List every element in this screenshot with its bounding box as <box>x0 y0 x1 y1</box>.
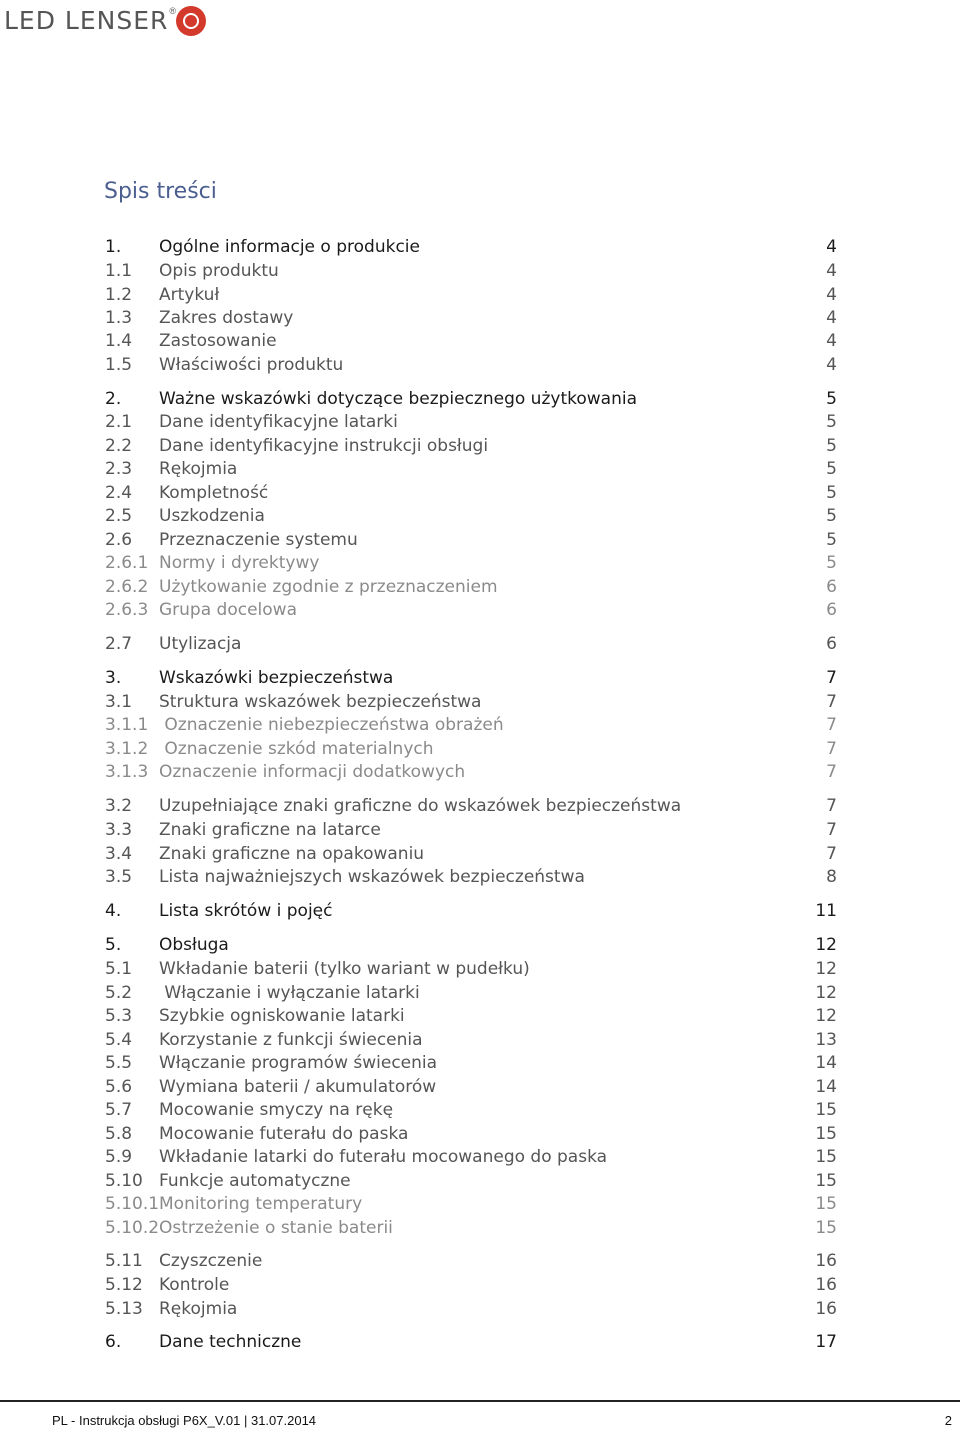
toc-entry[interactable] <box>105 795 837 817</box>
toc-label: Ważne wskazówki dotyczące bezpiecznego użytkowania <box>159 389 637 409</box>
toc-number: 1. <box>105 237 122 257</box>
toc-number: 2.1 <box>105 412 133 432</box>
toc-entry[interactable] <box>105 236 837 258</box>
toc-number: 5.10.1 <box>105 1194 160 1214</box>
toc-entry[interactable] <box>105 388 837 410</box>
toc-label: Zastosowanie <box>159 331 277 351</box>
toc-label: Ogólne informacje o produkcie <box>159 237 420 257</box>
toc-number: 3.2 <box>105 796 133 816</box>
toc-number: 5.5 <box>105 1053 133 1073</box>
toc-entry[interactable] <box>105 1146 837 1168</box>
toc-label: Użytkowanie zgodnie z przeznaczeniem <box>159 577 498 597</box>
toc-entry[interactable] <box>105 505 837 527</box>
toc-entry[interactable] <box>105 330 837 352</box>
toc-number: 5.7 <box>105 1100 133 1120</box>
toc-number: 3.4 <box>105 844 133 864</box>
toc-label: Korzystanie z funkcji świecenia <box>159 1030 423 1050</box>
toc-label: Dane techniczne <box>159 1332 302 1352</box>
toc-number: 2.6 <box>105 530 133 550</box>
toc-page-number: 16 <box>815 1251 837 1271</box>
toc-entry[interactable] <box>105 958 837 980</box>
toc-number: 5.6 <box>105 1077 133 1097</box>
toc-entry[interactable] <box>105 1331 837 1353</box>
toc-number: 5.11 <box>105 1251 143 1271</box>
toc-page-number: 8 <box>826 867 837 887</box>
toc-page-number: 5 <box>826 530 837 550</box>
toc-page-number: 16 <box>815 1275 837 1295</box>
toc-entry[interactable] <box>105 354 837 376</box>
toc-number: 5. <box>105 935 122 955</box>
toc-label: Znaki graficzne na opakowaniu <box>159 844 425 864</box>
toc-page-number: 4 <box>826 237 837 257</box>
toc-page-number: 7 <box>826 762 837 782</box>
toc-label: Wskazówki bezpieczeństwa <box>159 668 394 688</box>
toc-page-number: 5 <box>826 436 837 456</box>
toc-label: Uzupełniające znaki graficzne do wskazówek bezpieczeństwa <box>159 796 682 816</box>
toc-number: 3.3 <box>105 820 133 840</box>
toc-entry[interactable] <box>105 1123 837 1145</box>
toc-entry[interactable] <box>105 982 837 1004</box>
toc-label: Kompletność <box>159 483 269 503</box>
toc-entry[interactable] <box>105 599 837 621</box>
toc-entry[interactable] <box>105 307 837 329</box>
toc-label: Lista skrótów i pojęć <box>159 901 333 921</box>
toc-entry[interactable] <box>105 819 837 841</box>
toc-number: 3.5 <box>105 867 133 887</box>
toc-page-number: 14 <box>815 1077 837 1097</box>
toc-number: 5.9 <box>105 1147 133 1167</box>
toc-entry[interactable] <box>105 260 837 282</box>
toc-number: 2.2 <box>105 436 133 456</box>
toc-number: 5.1 <box>105 959 133 979</box>
toc-number: 5.4 <box>105 1030 133 1050</box>
toc-label: Oznaczenie szkód materialnych <box>159 739 434 759</box>
toc-page-number: 5 <box>826 412 837 432</box>
toc-entry[interactable] <box>105 1298 837 1320</box>
toc-label: Kontrole <box>159 1275 230 1295</box>
toc-page-number: 12 <box>815 935 837 955</box>
toc-page-number: 5 <box>826 553 837 573</box>
toc-page-number: 11 <box>815 901 837 921</box>
toc-entry[interactable] <box>105 667 837 689</box>
toc-page-number: 12 <box>815 983 837 1003</box>
toc-number: 5.13 <box>105 1299 143 1319</box>
toc-page-number: 7 <box>826 692 837 712</box>
toc-entry[interactable] <box>105 1076 837 1098</box>
toc-label: Zakres dostawy <box>159 308 294 328</box>
toc-label: Włączanie programów świecenia <box>159 1053 438 1073</box>
toc-entry[interactable] <box>105 529 837 551</box>
toc-label: Rękojmia <box>159 459 238 479</box>
toc-number: 2.4 <box>105 483 133 503</box>
toc-label: Obsługa <box>159 935 229 955</box>
toc-page-number: 7 <box>826 668 837 688</box>
toc-label: Normy i dyrektywy <box>159 553 320 573</box>
toc-label: Czyszczenie <box>159 1251 263 1271</box>
toc-number: 6. <box>105 1332 122 1352</box>
toc-page-number: 7 <box>826 796 837 816</box>
toc-page-number: 6 <box>826 600 837 620</box>
toc-label: Wymiana baterii / akumulatorów <box>159 1077 437 1097</box>
toc-entry[interactable] <box>105 738 837 760</box>
toc-page-number: 4 <box>826 355 837 375</box>
toc-label: Lista najważniejszych wskazówek bezpieczeństwa <box>159 867 585 887</box>
toc-entry[interactable] <box>105 1250 837 1272</box>
toc-label: Dane identyfikacyjne instrukcji obsługi <box>159 436 489 456</box>
toc-entry[interactable] <box>105 934 837 956</box>
toc-label: Opis produktu <box>159 261 279 281</box>
toc-number: 4. <box>105 901 122 921</box>
toc-page-number: 4 <box>826 331 837 351</box>
toc-page-number: 4 <box>826 308 837 328</box>
toc-label: Grupa docelowa <box>159 600 297 620</box>
toc-page-number: 5 <box>826 459 837 479</box>
toc-label: Wkładanie baterii (tylko wariant w pudełku) <box>159 959 530 979</box>
toc-page-number: 15 <box>815 1147 837 1167</box>
toc-number: 1.4 <box>105 331 133 351</box>
toc-entry[interactable] <box>105 576 837 598</box>
toc-entry[interactable] <box>105 761 837 783</box>
toc-label: Uszkodzenia <box>159 506 265 526</box>
toc-number: 5.12 <box>105 1275 143 1295</box>
toc-page-number: 13 <box>815 1030 837 1050</box>
toc-number: 3.1.3 <box>105 762 149 782</box>
toc-page-number: 5 <box>826 506 837 526</box>
toc-page-number: 15 <box>815 1171 837 1191</box>
toc-entry[interactable] <box>105 552 837 574</box>
toc-entry[interactable] <box>105 435 837 457</box>
toc-page-number: 4 <box>826 261 837 281</box>
toc-page-number: 16 <box>815 1299 837 1319</box>
brand-logo <box>4 4 206 38</box>
toc-entry[interactable] <box>105 411 837 433</box>
toc-entry[interactable] <box>105 1029 837 1051</box>
toc-number: 5.3 <box>105 1006 133 1026</box>
toc-number: 5.8 <box>105 1124 133 1144</box>
toc-label: Właściwości produktu <box>159 355 344 375</box>
toc-page-number: 7 <box>826 739 837 759</box>
toc-page-number: 6 <box>826 577 837 597</box>
toc-entry[interactable] <box>105 1193 837 1215</box>
toc-page-number: 15 <box>815 1194 837 1214</box>
toc-entry[interactable] <box>105 900 837 922</box>
toc-page-number: 5 <box>826 483 837 503</box>
logo-circle-icon <box>176 6 206 36</box>
toc-entry[interactable] <box>105 1217 837 1239</box>
toc-entry[interactable] <box>105 482 837 504</box>
toc-page-number: 7 <box>826 844 837 864</box>
footer-page-number: 2 <box>944 1413 952 1428</box>
logo-text: LED LENSER <box>4 6 169 35</box>
toc-page-number: 17 <box>815 1332 837 1352</box>
toc-label: Funkcje automatyczne <box>159 1171 351 1191</box>
toc-label: Struktura wskazówek bezpieczeństwa <box>159 692 482 712</box>
toc-number: 2.6.1 <box>105 553 149 573</box>
toc-page-number: 12 <box>815 1006 837 1026</box>
toc-page-number: 7 <box>826 820 837 840</box>
toc-entry[interactable] <box>105 284 837 306</box>
toc-label: Mocowanie smyczy na rękę <box>159 1100 394 1120</box>
registered-mark: ® <box>169 6 177 16</box>
toc-label: Monitoring temperatury <box>159 1194 363 1214</box>
toc-number: 1.1 <box>105 261 133 281</box>
toc-number: 3. <box>105 668 122 688</box>
toc-label: Znaki graficzne na latarce <box>159 820 381 840</box>
toc-number: 5.10 <box>105 1171 143 1191</box>
page-title: Spis treści <box>104 179 217 204</box>
toc-number: 2.3 <box>105 459 133 479</box>
toc-entry[interactable] <box>105 1274 837 1296</box>
toc-page-number: 15 <box>815 1100 837 1120</box>
toc-number: 3.1.1 <box>105 715 149 735</box>
toc-number: 2.6.3 <box>105 600 149 620</box>
toc-page-number: 7 <box>826 715 837 735</box>
toc-page-number: 5 <box>826 389 837 409</box>
toc-label: Przeznaczenie systemu <box>159 530 358 550</box>
toc-label: Mocowanie futerału do paska <box>159 1124 409 1144</box>
toc-number: 1.5 <box>105 355 133 375</box>
toc-label: Dane identyfikacyjne latarki <box>159 412 398 432</box>
toc-label: Oznaczenie niebezpieczeństwa obrażeń <box>159 715 504 735</box>
toc-label: Oznaczenie informacji dodatkowych <box>159 762 466 782</box>
toc-page-number: 15 <box>815 1124 837 1144</box>
toc-page-number: 12 <box>815 959 837 979</box>
toc-entry[interactable] <box>105 866 837 888</box>
toc-number: 2.6.2 <box>105 577 149 597</box>
toc-number: 1.2 <box>105 285 133 305</box>
toc-entry[interactable] <box>105 691 837 713</box>
toc-number: 2.7 <box>105 634 133 654</box>
toc-label: Wkładanie latarki do futerału mocowanego do paska <box>159 1147 608 1167</box>
toc-number: 5.10.2 <box>105 1218 160 1238</box>
footer-document-info: PL - Instrukcja obsługi P6X_V.01 | 31.07.2014 <box>52 1413 317 1428</box>
toc-entry[interactable] <box>105 843 837 865</box>
toc-number: 2. <box>105 389 122 409</box>
toc-page-number: 15 <box>815 1218 837 1238</box>
toc-label: Utylizacja <box>159 634 242 654</box>
toc-number: 1.3 <box>105 308 133 328</box>
toc-entry[interactable] <box>105 1005 837 1027</box>
toc-label: Szybkie ogniskowanie latarki <box>159 1006 405 1026</box>
toc-label: Ostrzeżenie o stanie baterii <box>159 1218 393 1238</box>
toc-page-number: 6 <box>826 634 837 654</box>
footer-divider <box>0 1400 960 1402</box>
toc-entry[interactable] <box>105 714 837 736</box>
toc-entry[interactable] <box>105 1170 837 1192</box>
toc-entry[interactable] <box>105 1099 837 1121</box>
toc-page-number: 4 <box>826 285 837 305</box>
toc-page-number: 14 <box>815 1053 837 1073</box>
toc-label: Rękojmia <box>159 1299 238 1319</box>
toc-label: Artykuł <box>159 285 220 305</box>
toc-entry[interactable] <box>105 458 837 480</box>
toc-entry[interactable] <box>105 633 837 655</box>
toc-number: 2.5 <box>105 506 133 526</box>
toc-number: 3.1.2 <box>105 739 149 759</box>
toc-number: 5.2 <box>105 983 133 1003</box>
toc-entry[interactable] <box>105 1052 837 1074</box>
toc-number: 3.1 <box>105 692 133 712</box>
toc-label: Włączanie i wyłączanie latarki <box>159 983 420 1003</box>
